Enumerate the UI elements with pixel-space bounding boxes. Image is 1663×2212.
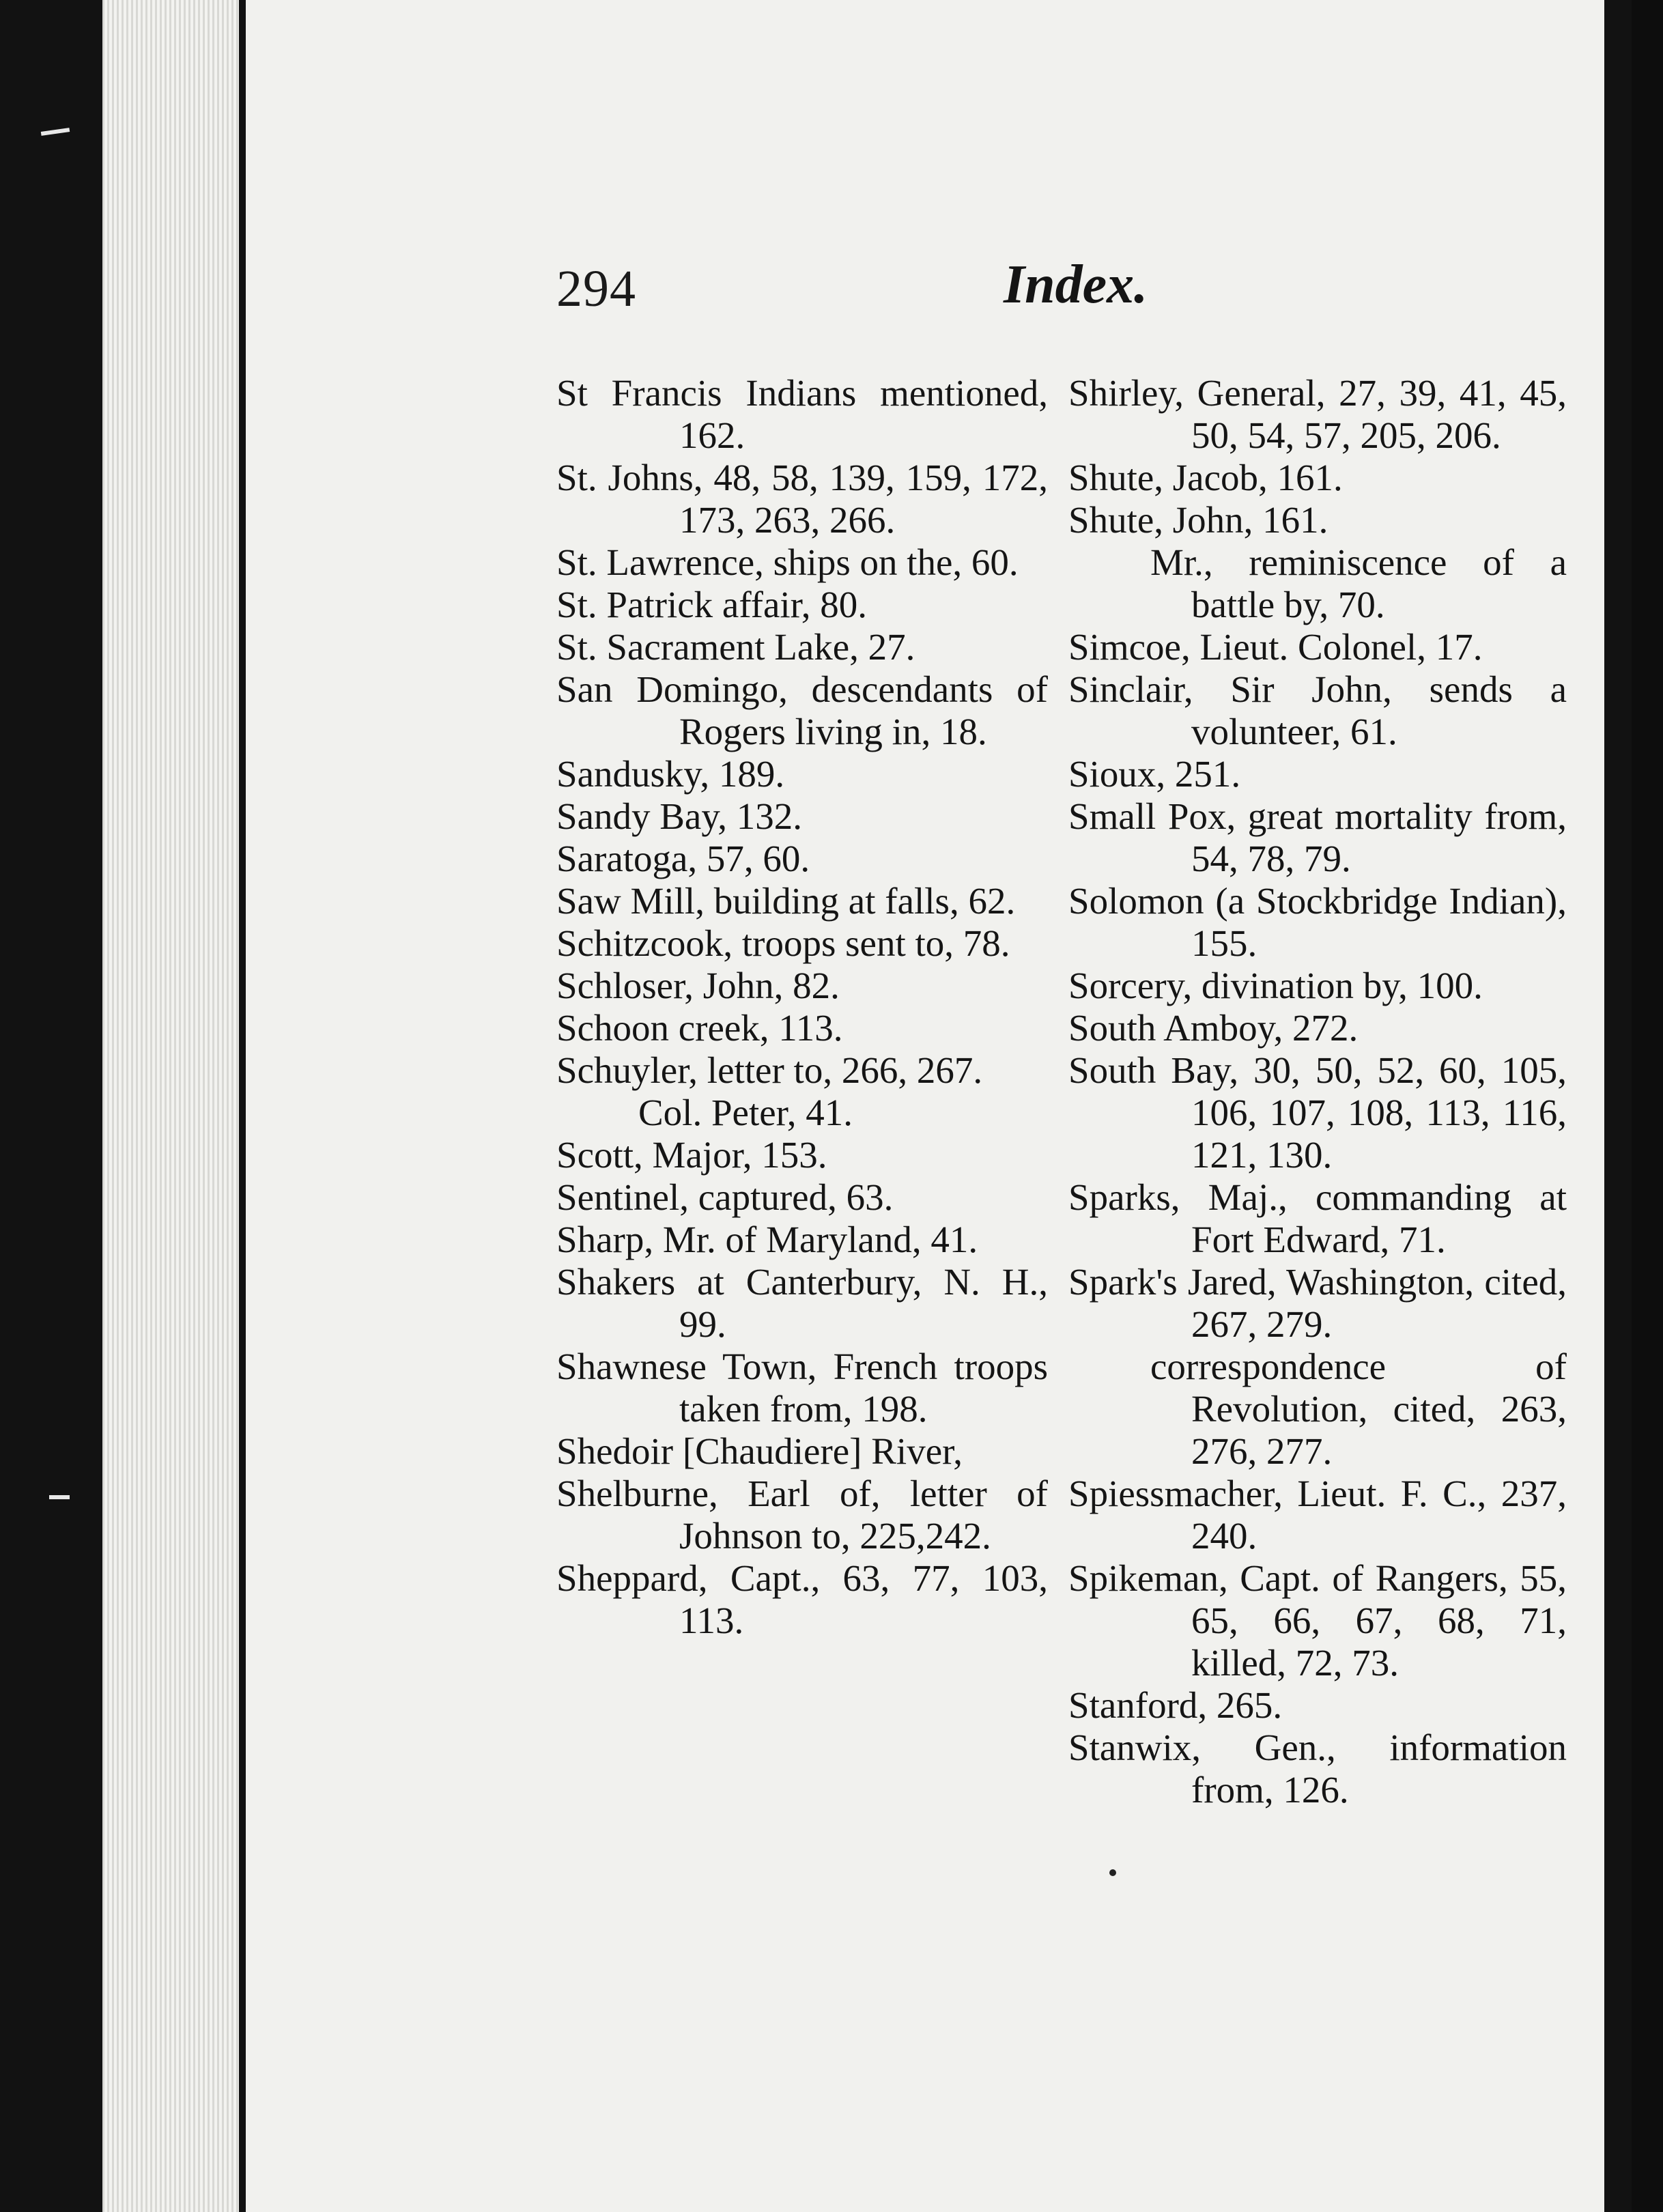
index-column-left — [556, 372, 1048, 1642]
index-entry: St. Johns, 48, 58, 139, 159, 172, 173, 263, 266. — [556, 457, 1048, 541]
index-subentry: Mr., reminiscence of a battle by, 70. — [1150, 541, 1567, 625]
index-entry: Shute, Jacob, 161. — [1068, 457, 1343, 498]
index-entry: Sandusky, 189. — [556, 753, 785, 795]
index-entry: Sinclair, Sir John, sends a volunteer, 61. — [1068, 668, 1567, 752]
index-entry: Small Pox, great mortality from, 54, 78, 79. — [1068, 795, 1567, 879]
margin-mark — [41, 128, 70, 136]
index-entry: Stanwix, Gen., information from, 126. — [1068, 1727, 1567, 1811]
index-entry: Schloser, John, 82. — [556, 965, 840, 1006]
index-entry: St Francis Indians mentioned, 162. — [556, 372, 1048, 456]
index-entry: Sheppard, Capt., 63, 77, 103, 113. — [556, 1557, 1048, 1641]
index-entry: St. Lawrence, ships on the, 60. — [556, 541, 1019, 583]
index-entry: St. Sacrament Lake, 27. — [556, 626, 915, 668]
index-entry: Sandy Bay, 132. — [556, 795, 803, 837]
index-entry: Solomon (a Stockbridge Indian), 155. — [1068, 880, 1567, 964]
page-stack-edge — [102, 0, 239, 2212]
index-entry: South Amboy, 272. — [1068, 1007, 1359, 1049]
index-entry: Shirley, General, 27, 39, 41, 45, 50, 54, 57, 205, 206. — [1068, 372, 1567, 456]
index-entry: San Domingo, descendants of Rogers living in, 18. — [556, 668, 1048, 752]
index-entry: Shelburne, Earl of, letter of Johnson to, 225,242. — [556, 1473, 1048, 1557]
index-entry: Stanford, 265. — [1068, 1684, 1283, 1726]
index-entry: Simcoe, Lieut. Colonel, 17. — [1068, 626, 1483, 668]
index-entry: Shedoir [Chaudiere] River, — [556, 1430, 963, 1472]
index-column-right — [1068, 372, 1567, 1811]
index-entry: Sparks, Maj., commanding at Fort Edward, 71. — [1068, 1176, 1567, 1260]
index-entry: Saw Mill, building at falls, 62. — [556, 880, 1016, 922]
index-entry: Shute, John, 161. — [1068, 499, 1328, 541]
index-entry: Shakers at Canterbury, N. H., 99. — [556, 1261, 1048, 1345]
index-entry: Sorcery, divination by, 100. — [1068, 965, 1483, 1006]
index-entry: St. Patrick affair, 80. — [556, 584, 868, 625]
page-header — [556, 255, 1338, 348]
index-entry: Schoon creek, 113. — [556, 1007, 843, 1049]
index-entry: Sharp, Mr. of Maryland, 41. — [556, 1219, 978, 1260]
index-subentry: correspondence of Revolution, cited, 263, 276, 277. — [1150, 1346, 1567, 1472]
index-entry: Spikeman, Capt. of Rangers, 55, 65, 66, 67, 68, 71, killed, 72, 73. — [1068, 1557, 1567, 1684]
index-subentry: Col. Peter, 41. — [638, 1092, 853, 1133]
index-entry: Saratoga, 57, 60. — [556, 838, 810, 879]
index-entry: Schuyler, letter to, 266, 267. — [556, 1049, 983, 1091]
page-number: 294 — [556, 260, 636, 317]
index-entry: Shawnese Town, French troops taken from, 198. — [556, 1346, 1048, 1430]
index-entry: Sioux, 251. — [1068, 753, 1241, 795]
running-title: Index. — [1004, 255, 1148, 315]
index-entry: Spark's Jared, Washington, cited, 267, 279. — [1068, 1261, 1567, 1345]
index-entry: Schitzcook, troops sent to, 78. — [556, 922, 1010, 964]
index-entry: South Bay, 30, 50, 52, 60, 105, 106, 107, 108, 113, 116, 121, 130. — [1068, 1049, 1567, 1176]
index-entry: Scott, Major, 153. — [556, 1134, 827, 1176]
margin-mark — [49, 1495, 70, 1499]
ink-dot — [1109, 1869, 1116, 1876]
index-entry: Sentinel, captured, 63. — [556, 1176, 894, 1218]
index-entry: Spiessmacher, Lieut. F. C., 237, 240. — [1068, 1473, 1567, 1557]
adjacent-page-edge — [1632, 0, 1663, 2212]
